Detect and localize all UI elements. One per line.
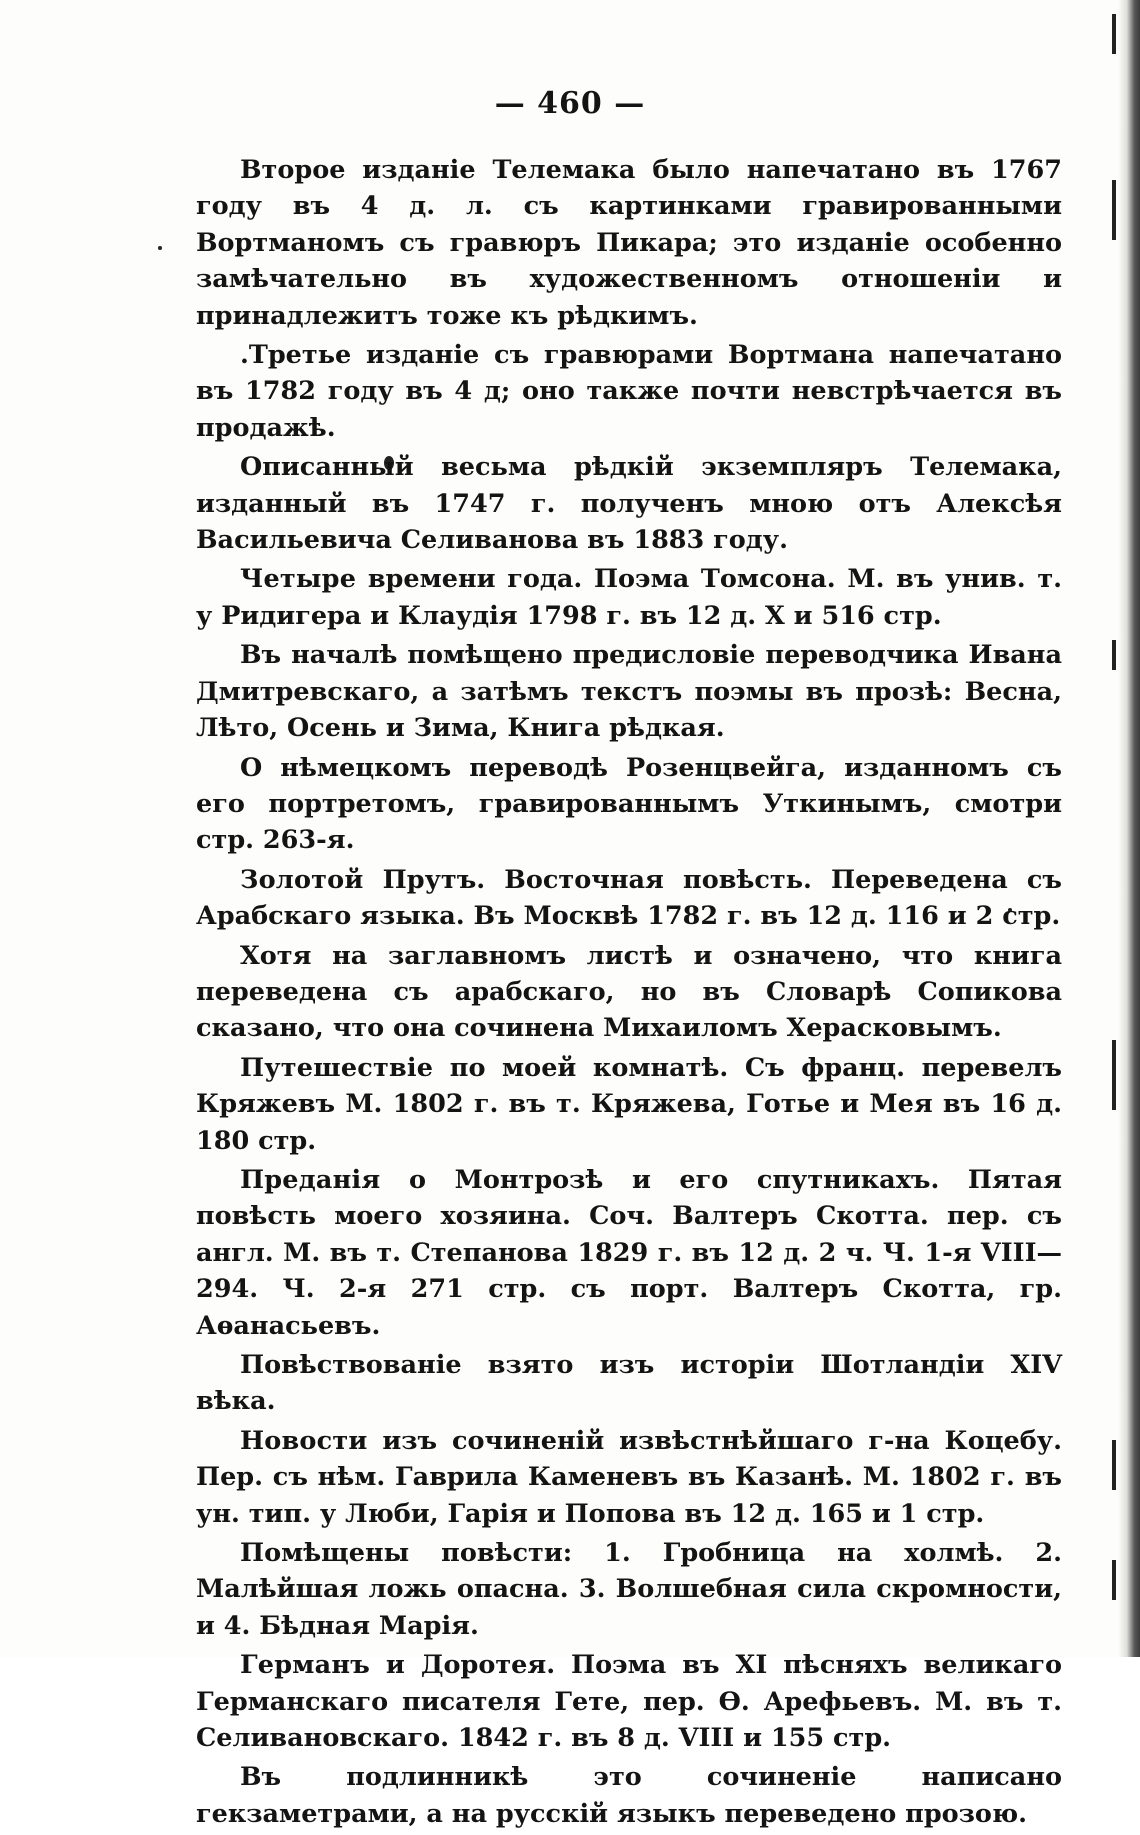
paragraph-text: времени года. Поэма Томсона. М. въ унив. т. у Ридигера и Клаудія 1798 г. въ 12 д. X и 516 стр. xyxy=(196,564,1062,631)
scan-edge-shadow xyxy=(1118,0,1140,1657)
entry-title-word: Золотой xyxy=(240,864,364,895)
paragraph-text: Второе изданіе Телемака было напечатано въ 1767 году въ 4 д. л. съ картинками гравированными Вортманомъ съ гравюръ Пикара; это изданіе особенно замѣчательно въ художественномъ отношеніи и принадлежитъ тоже къ рѣдкимъ. xyxy=(196,155,1062,331)
scan-mark xyxy=(1112,1440,1116,1490)
entry-title-word: Путешествіе xyxy=(240,1052,434,1083)
paragraph xyxy=(196,337,1062,446)
paragraph xyxy=(196,1535,1062,1644)
entry-title-word: Четыре xyxy=(240,564,357,595)
paragraph-text: Въ подлинникѣ это сочиненіе написано гекзаметрами, а на русскій языкъ переведено прозою. xyxy=(196,1762,1062,1829)
page-number: — 460 — xyxy=(494,86,646,121)
paragraph-text: изъ сочиненій извѣстнѣйшаго г-на Коцебу. Пер. съ нѣм. Гаврила Каменевъ въ Казанѣ. М. 1802 г. въ ун. тип. у Люби, Гарія и Попова въ 12 д. 165 и 1 стр. xyxy=(196,1425,1062,1529)
paragraph-text: о Монтрозѣ и его спутникахъ. Пятая повѣсть моего хозяина. Соч. Валтеръ Скотта. пер. съ англ. М. въ т. Степанова 1829 г. въ 12 д. 2 ч. Ч. 1-я VIII—294. Ч. 2-я 271 стр. съ порт. Валтеръ Скотта, гр. Аѳанасьевъ. xyxy=(196,1164,1062,1341)
paragraph xyxy=(196,449,1062,558)
paragraph-text: Въ началѣ помѣщено предисловіе переводчика Ивана Дмитревскаго, а затѣмъ текстъ поэмы въ прозѣ: Весна, Лѣто, Осень и Зима, Книга рѣдкая. xyxy=(196,640,1062,744)
ink-speck xyxy=(158,246,162,250)
scan-mark xyxy=(1112,1040,1116,1110)
scan-mark xyxy=(1112,14,1116,54)
bibliography-entry xyxy=(196,561,1062,634)
paragraph-text: Повѣствованіе взято изъ исторіи Шотландіи XIV вѣка. xyxy=(196,1350,1062,1417)
entry-title-word: Новости xyxy=(240,1425,368,1456)
entry-title-word: Германъ xyxy=(240,1650,370,1681)
paragraph xyxy=(196,938,1062,1047)
paragraph xyxy=(196,750,1062,859)
paragraph-text: Хотя на заглавномъ листѣ и означено, что книга переведена съ арабскаго, но въ Словарѣ Сопикова сказано, что она сочинена Михаиломъ Херасковымъ. xyxy=(196,940,1062,1044)
body-text xyxy=(196,152,1062,1835)
bibliography-entry xyxy=(196,1647,1062,1756)
scan-mark xyxy=(1112,640,1116,670)
paragraph-text: О нѣмецкомъ переводѣ Розенцвейга, изданномъ съ его портретомъ, гравированнымъ Уткинымъ, смотри стр. 263-я. xyxy=(196,752,1062,856)
entry-title-word: Преданія xyxy=(240,1164,381,1195)
paragraph xyxy=(196,1759,1062,1832)
bibliography-entry xyxy=(196,1423,1062,1532)
paragraph-text: по моей комнатѣ. Съ франц. перевелъ Кряжевъ М. 1802 г. въ т. Кряжева, Готье и Мея въ 16 д. 180 стр. xyxy=(196,1052,1062,1156)
scan-mark xyxy=(1112,1560,1116,1600)
paragraph-text: Описанный весьма рѣдкій экземпляръ Телемака, изданный въ 1747 г. полученъ мною отъ Алексѣя Васильевича Селиванова въ 1883 году. xyxy=(196,452,1062,556)
paragraph-text: и Доротея. Поэма въ XI пѣсняхъ великаго Германскаго писателя Гете, пер. Ѳ. Арефьевъ. М. въ т. Селивановскаго. 1842 г. въ 8 д. VIII и 155 стр. xyxy=(196,1650,1062,1754)
scan-mark xyxy=(1112,180,1116,240)
paragraph xyxy=(196,1347,1062,1420)
paragraph-text: Помѣщены повѣсти: 1. Гробница на холмѣ. 2. Малѣйшая ложь опасна. 3. Волшебная сила скромности, и 4. Бѣдная Марія. xyxy=(196,1538,1062,1641)
paragraph-text: Прутъ. Восточная повѣсть. Переведена съ Арабскаго языка. Въ Москвѣ 1782 г. въ 12 д. 116 и 2 стр. xyxy=(196,864,1062,932)
bibliography-entry xyxy=(196,862,1062,935)
bibliography-entry xyxy=(196,1050,1062,1159)
paragraph xyxy=(196,152,1062,334)
bibliography-entry xyxy=(196,1162,1062,1344)
paragraph xyxy=(196,637,1062,746)
paragraph-text: .Третье изданіе съ гравюрами Вортмана напечатано въ 1782 году въ 4 д; оно также почти невстрѣчается въ продажѣ. xyxy=(196,340,1062,443)
